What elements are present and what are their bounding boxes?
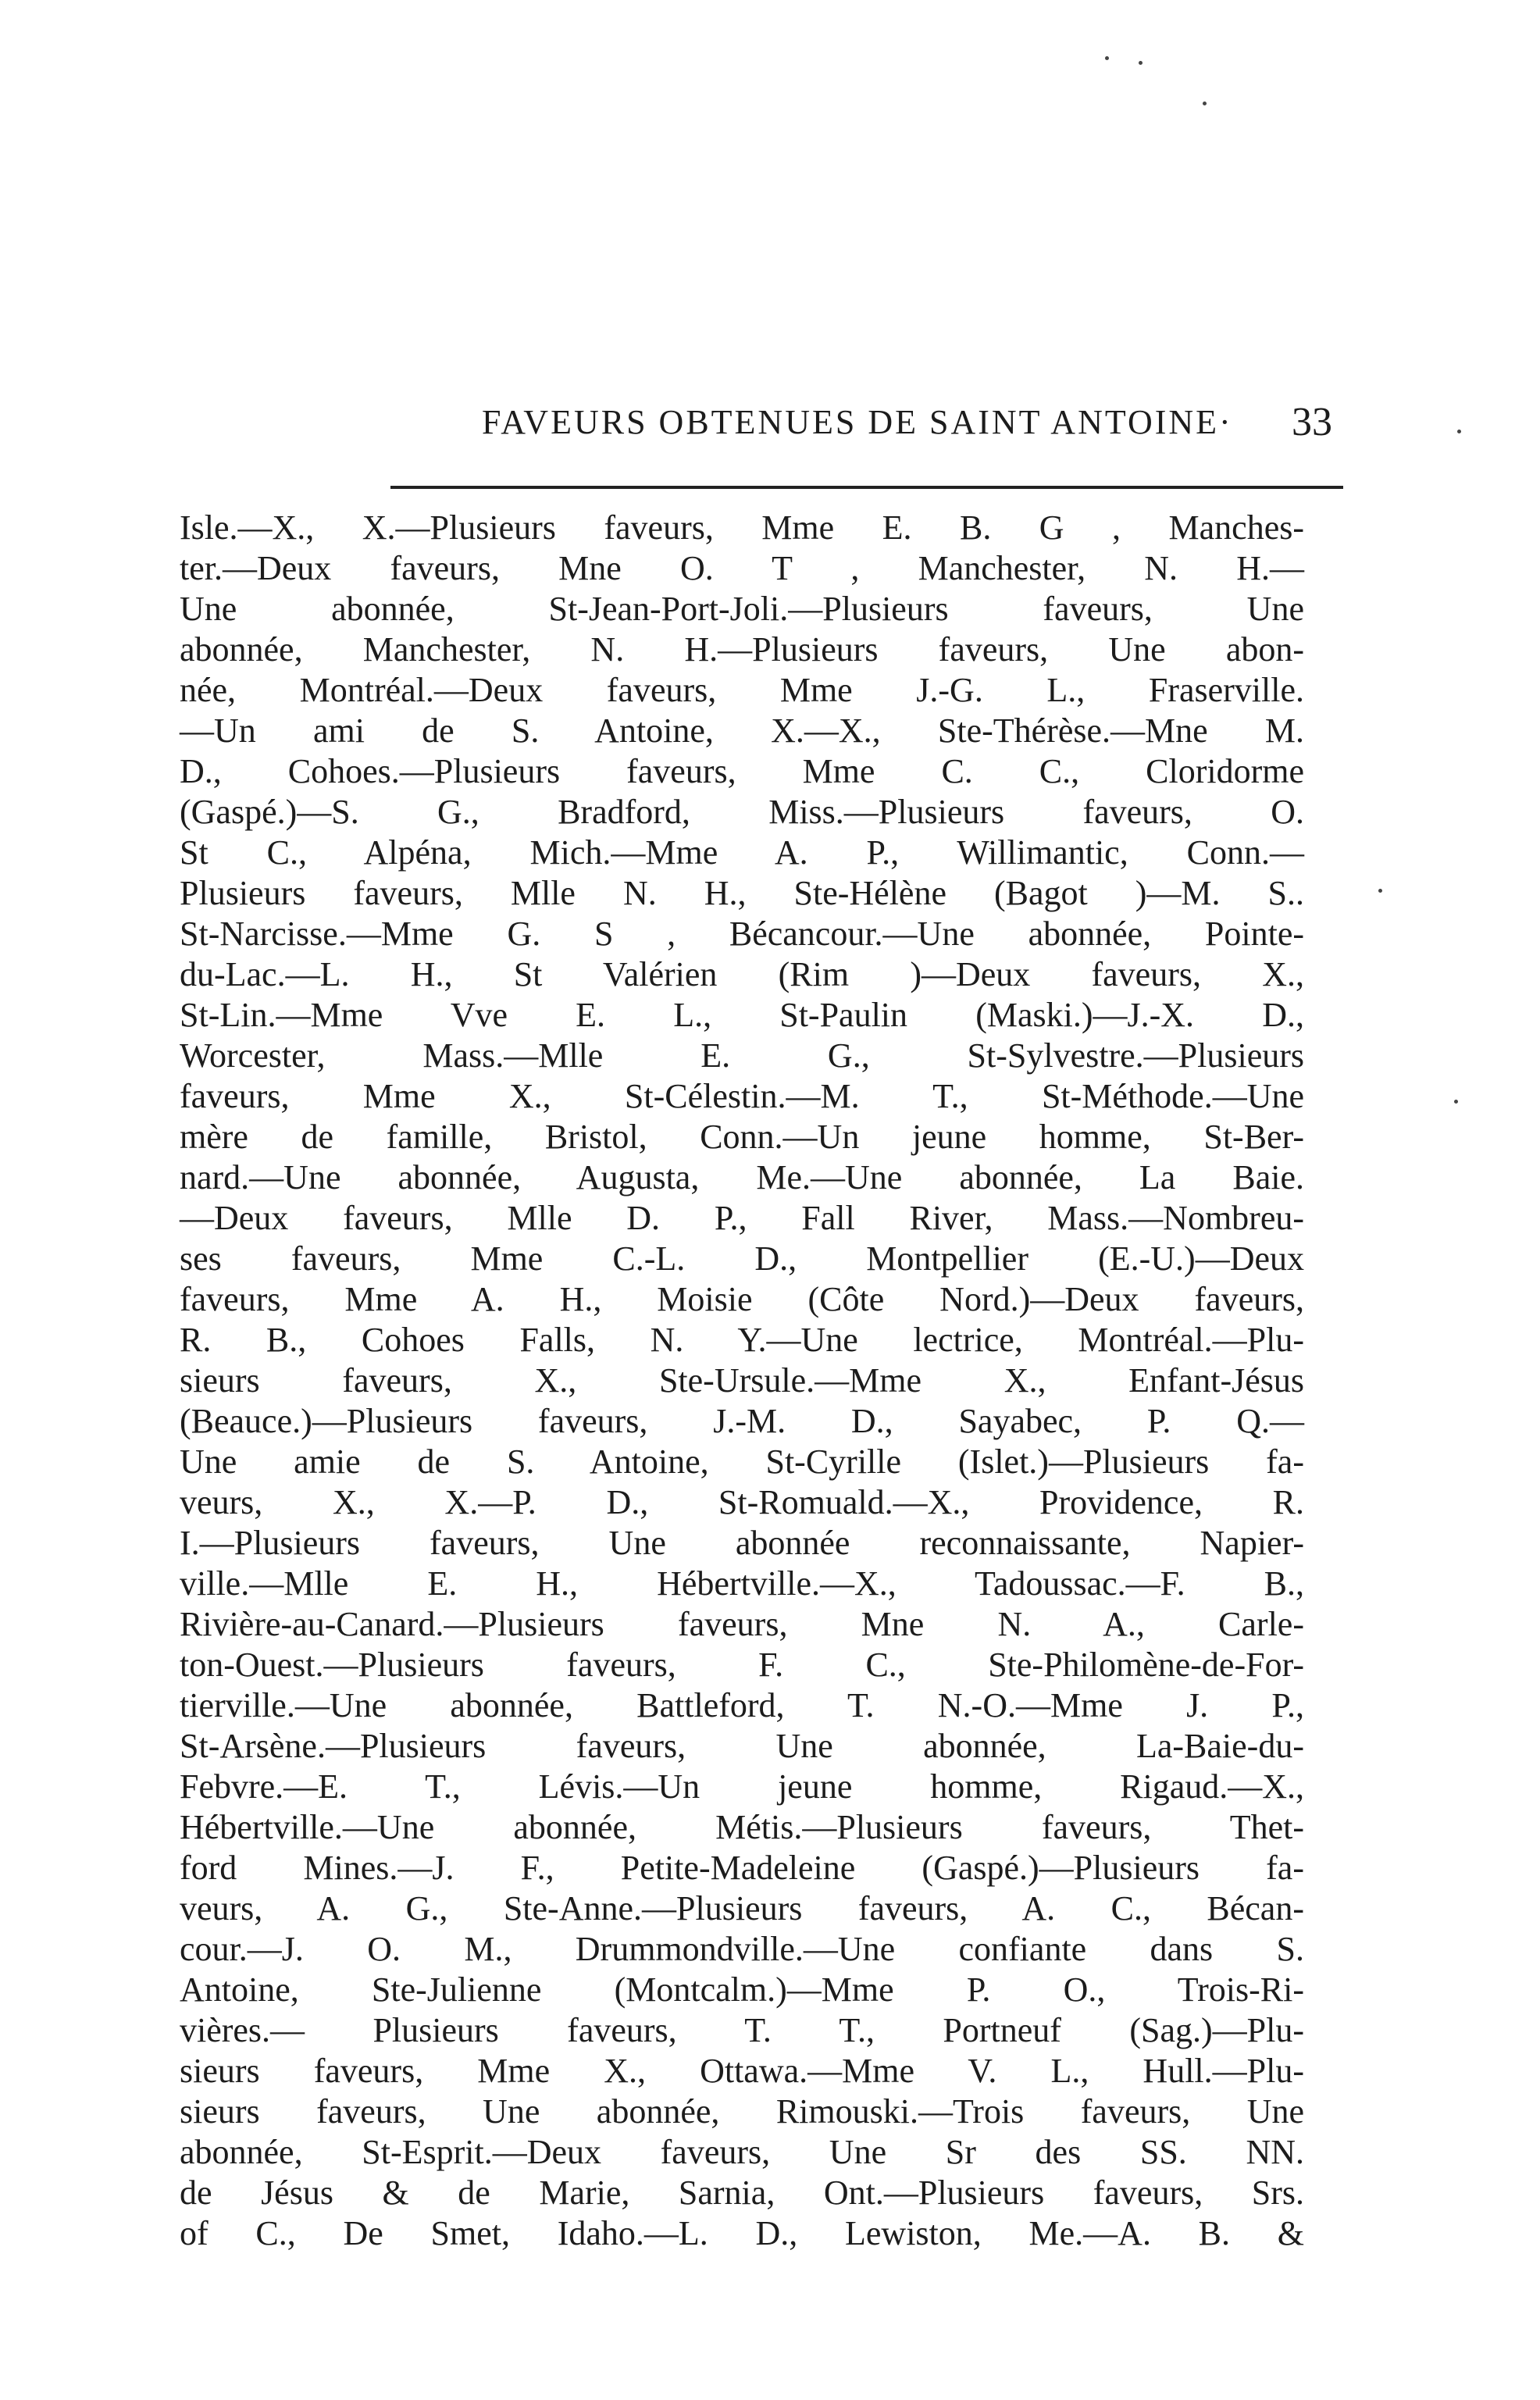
ink-speck [1378, 889, 1382, 893]
text-line: du-Lac.—L. H., St Valérien (Rim )—Deux faveurs, X., [180, 955, 1304, 993]
text-line: St-Lin.—Mme Vve E. L., St-Paulin (Maski.)—J.-X. D., [180, 996, 1304, 1034]
text-line: née, Montréal.—Deux faveurs, Mme J.-G. L., Fraserville. [180, 671, 1304, 709]
text-line: Hébertville.—Une abonnée, Métis.—Plusieurs faveurs, Thet- [180, 1808, 1304, 1846]
text-line: faveurs, Mme A. H., Moisie (Côte Nord.)—Deux faveurs, [180, 1280, 1304, 1318]
text-line: vières.— Plusieurs faveurs, T. T., Portneuf (Sag.)—Plu- [180, 2011, 1304, 2049]
text-line: de Jésus & de Marie, Sarnia, Ont.—Plusieurs faveurs, Srs. [180, 2174, 1304, 2212]
text-line: —Deux faveurs, Mlle D. P., Fall River, Mass.—Nombreu- [180, 1199, 1304, 1237]
text-line: tierville.—Une abonnée, Battleford, T. N.-O.—Mme J. P., [180, 1686, 1304, 1724]
text-line: ford Mines.—J. F., Petite-Madeleine (Gaspé.)—Plusieurs fa- [180, 1849, 1304, 1887]
text-line: Une abonnée, St-Jean-Port-Joli.—Plusieurs faveurs, Une [180, 590, 1304, 628]
page-number: 33 [1292, 400, 1332, 444]
running-head: FAVEURS OBTENUES DE SAINT ANTOINE· [482, 403, 1233, 441]
text-line: Une amie de S. Antoine, St-Cyrille (Islet.)—Plusieurs fa- [180, 1442, 1304, 1481]
ink-speck [1203, 102, 1207, 105]
ink-speck [1139, 61, 1143, 65]
text-line: (Gaspé.)—S. G., Bradford, Miss.—Plusieurs faveurs, O. [180, 793, 1304, 831]
text-line: St-Arsène.—Plusieurs faveurs, Une abonnée, La-Baie-du- [180, 1727, 1304, 1765]
text-line: Worcester, Mass.—Mlle E. G., St-Sylvestre.—Plusieurs [180, 1036, 1304, 1075]
text-line: Rivière-au-Canard.—Plusieurs faveurs, Mne N. A., Carle- [180, 1605, 1304, 1643]
text-line: abonnée, St-Esprit.—Deux faveurs, Une Sr des SS. NN. [180, 2133, 1304, 2171]
text-line: sieurs faveurs, X., Ste-Ursule.—Mme X., Enfant-Jésus [180, 1361, 1304, 1400]
text-line: mère de famille, Bristol, Conn.—Un jeune homme, St-Ber- [180, 1118, 1304, 1156]
text-line: R. B., Cohoes Falls, N. Y.—Une lectrice, Montréal.—Plu- [180, 1321, 1304, 1359]
text-line: —Un ami de S. Antoine, X.—X., Ste-Thérèse.—Mne M. [180, 711, 1304, 750]
text-line: (Beauce.)—Plusieurs faveurs, J.-M. D., Sayabec, P. Q.— [180, 1402, 1304, 1440]
text-line: of C., De Smet, Idaho.—L. D., Lewiston, Me.—A. B. & [180, 2214, 1304, 2252]
text-line: sieurs faveurs, Mme X., Ottawa.—Mme V. L., Hull.—Plu- [180, 2052, 1304, 2090]
text-line: Isle.—X., X.—Plusieurs faveurs, Mme E. B. G , Manches- [180, 508, 1304, 547]
ink-speck [1454, 1100, 1458, 1104]
text-line: sieurs faveurs, Une abonnée, Rimouski.—Trois faveurs, Une [180, 2092, 1304, 2131]
text-line: veurs, A. G., Ste-Anne.—Plusieurs faveurs, A. C., Bécan- [180, 1889, 1304, 1927]
text-line: faveurs, Mme X., St-Célestin.—M. T., St-Méthode.—Une [180, 1077, 1304, 1115]
ink-speck [1457, 430, 1461, 433]
text-line: I.—Plusieurs faveurs, Une abonnée reconnaissante, Napier- [180, 1524, 1304, 1562]
text-line: D., Cohoes.—Plusieurs faveurs, Mme C. C., Cloridorme [180, 752, 1304, 790]
page-header [390, 402, 1351, 465]
ink-speck [1105, 56, 1109, 60]
header-rule [390, 486, 1343, 489]
body-text [180, 508, 1304, 2254]
text-line: Plusieurs faveurs, Mlle N. H., Ste-Hélène (Bagot )—M. S.. [180, 874, 1304, 912]
text-line: ton-Ouest.—Plusieurs faveurs, F. C., Ste-Philomène-de-For- [180, 1646, 1304, 1684]
text-line: Antoine, Ste-Julienne (Montcalm.)—Mme P. O., Trois-Ri- [180, 1970, 1304, 2009]
text-line: ville.—Mlle E. H., Hébertville.—X., Tadoussac.—F. B., [180, 1564, 1304, 1603]
text-line: cour.—J. O. M., Drummondville.—Une confiante dans S. [180, 1930, 1304, 1968]
text-line: ses faveurs, Mme C.-L. D., Montpellier (E.-U.)—Deux [180, 1239, 1304, 1278]
text-line: ter.—Deux faveurs, Mne O. T , Manchester, N. H.— [180, 549, 1304, 587]
text-line: abonnée, Manchester, N. H.—Plusieurs faveurs, Une abon- [180, 630, 1304, 669]
text-line: nard.—Une abonnée, Augusta, Me.—Une abonnée, La Baie. [180, 1158, 1304, 1196]
text-line: St C., Alpéna, Mich.—Mme A. P., Willimantic, Conn.— [180, 833, 1304, 872]
text-line: St-Narcisse.—Mme G. S , Bécancour.—Une abonnée, Pointe- [180, 915, 1304, 953]
text-line: veurs, X., X.—P. D., St-Romuald.—X., Providence, R. [180, 1483, 1304, 1521]
text-line: Febvre.—E. T., Lévis.—Un jeune homme, Rigaud.—X., [180, 1767, 1304, 1806]
